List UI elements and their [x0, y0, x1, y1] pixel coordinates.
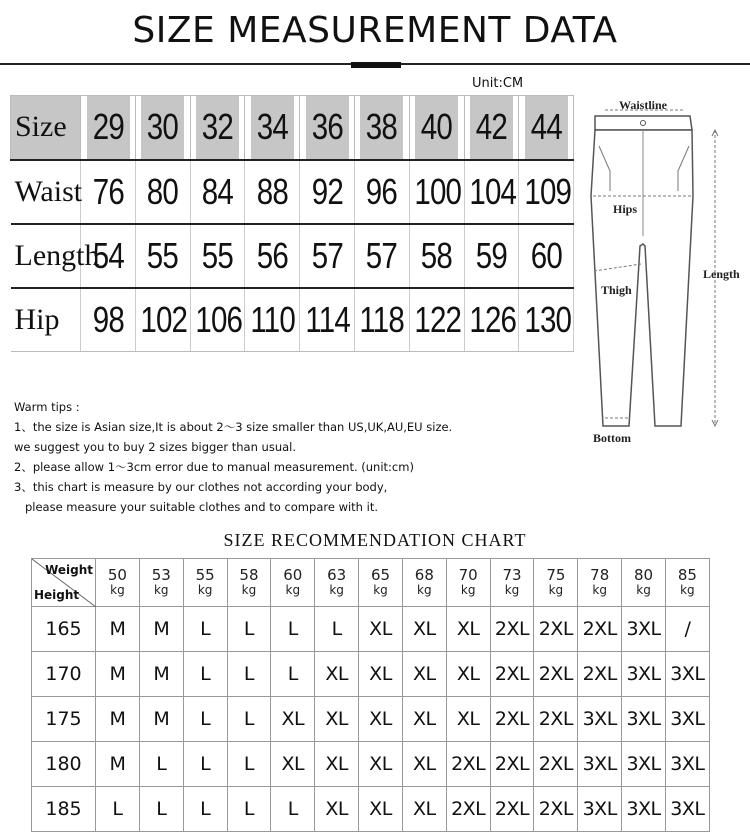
size-table-cell: 55: [140, 224, 185, 288]
size-table-cell: 106: [195, 288, 240, 352]
size-recommendation-table: [31, 558, 710, 832]
recommended-size-cell: M: [96, 607, 140, 652]
tip-line: 3、this chart is measure by our clothes not according your body,: [14, 480, 388, 494]
size-table-cell: 34: [250, 96, 295, 160]
height-value: 170: [32, 652, 96, 697]
weight-value: 60: [283, 565, 303, 584]
size-table-cell: 59: [469, 224, 514, 288]
size-table-cell: 42: [469, 96, 514, 160]
weight-unit: kg: [197, 582, 213, 597]
recommended-size-cell: L: [183, 697, 227, 742]
recommended-size-cell: XL: [271, 742, 315, 787]
size-table-cell: 60: [524, 224, 569, 288]
recommended-size-cell: 2XL: [490, 787, 534, 832]
recommended-size-cell: 2XL: [534, 697, 578, 742]
thigh-label: Thigh: [601, 283, 632, 297]
recommended-size-cell: XL: [315, 742, 359, 787]
recommended-size-cell: XL: [402, 607, 446, 652]
weight-value: 50: [107, 565, 127, 584]
weight-column-header: [139, 559, 183, 607]
recommended-size-cell: L: [271, 607, 315, 652]
recommended-size-cell: M: [96, 742, 140, 787]
weight-value: 63: [327, 565, 347, 584]
height-value: 185: [32, 787, 96, 832]
recommended-size-cell: 2XL: [490, 652, 534, 697]
size-table-cell: 96: [359, 160, 404, 224]
recommended-size-cell: 2XL: [534, 652, 578, 697]
bottom-label: Bottom: [593, 431, 631, 445]
weight-column-header: [578, 559, 622, 607]
recommended-size-cell: 2XL: [490, 697, 534, 742]
size-table-cell: 44: [524, 96, 569, 160]
length-label: Length: [703, 267, 740, 281]
recommended-size-cell: L: [139, 787, 183, 832]
weight-column-header: [490, 559, 534, 607]
weight-unit: kg: [285, 582, 301, 597]
size-table-cell: 126: [469, 288, 514, 352]
recommended-size-cell: 3XL: [665, 697, 709, 742]
size-row-label: Hip: [11, 288, 81, 352]
recommended-size-cell: L: [96, 787, 140, 832]
recommendation-row: [32, 652, 710, 697]
weight-value: 55: [195, 565, 215, 584]
size-table-row: [11, 224, 574, 288]
weight-unit: kg: [417, 582, 432, 597]
recommended-size-cell: 2XL: [534, 787, 578, 832]
recommended-size-cell: XL: [359, 652, 403, 697]
recommended-size-cell: XL: [315, 652, 359, 697]
size-row-label: Size: [11, 96, 81, 160]
size-table-row: [11, 160, 574, 224]
recommended-size-cell: 2XL: [446, 787, 490, 832]
weight-value: 75: [546, 565, 566, 584]
recommended-size-cell: L: [227, 697, 271, 742]
recommended-size-cell: XL: [271, 697, 315, 742]
recommended-size-cell: M: [139, 607, 183, 652]
recommended-size-cell: L: [271, 652, 315, 697]
recommended-size-cell: 3XL: [622, 787, 666, 832]
recommended-size-cell: 3XL: [665, 787, 709, 832]
recommended-size-cell: M: [96, 652, 140, 697]
warm-tips: [14, 397, 452, 517]
pants-diagram: [585, 96, 750, 451]
size-table-cell: 104: [469, 160, 514, 224]
size-row-label: Waist: [11, 160, 81, 224]
weight-column-header: [315, 559, 359, 607]
recommended-size-cell: M: [139, 652, 183, 697]
weight-unit: kg: [241, 582, 257, 597]
recommended-size-cell: 3XL: [578, 787, 622, 832]
recommended-size-cell: 3XL: [622, 652, 666, 697]
weight-value: 73: [502, 565, 522, 584]
size-table-cell: 58: [414, 224, 459, 288]
recommended-size-cell: L: [227, 742, 271, 787]
size-table-cell: 56: [250, 224, 295, 288]
size-table-cell: 30: [140, 96, 185, 160]
weight-value: 68: [414, 565, 434, 584]
recommended-size-cell: XL: [359, 697, 403, 742]
weight-value: 70: [458, 565, 478, 584]
size-table-cell: 84: [195, 160, 240, 224]
recommendation-title: SIZE RECOMMENDATION CHART: [223, 530, 527, 550]
size-table-cell: 36: [305, 96, 350, 160]
weight-column-header: [96, 559, 140, 607]
weight-unit: kg: [548, 582, 564, 597]
size-table-cell: 109: [524, 160, 569, 224]
recommended-size-cell: 2XL: [578, 607, 622, 652]
size-table-cell: 38: [359, 96, 404, 160]
recommendation-row: [32, 607, 710, 652]
recommended-size-cell: L: [227, 652, 271, 697]
recommended-size-cell: 3XL: [578, 697, 622, 742]
recommended-size-cell: 3XL: [665, 742, 709, 787]
size-table-cell: 32: [195, 96, 240, 160]
recommended-size-cell: L: [183, 607, 227, 652]
recommended-size-cell: XL: [315, 697, 359, 742]
size-table-cell: 98: [85, 288, 130, 352]
weight-value: 58: [239, 565, 259, 584]
recommended-size-cell: L: [227, 787, 271, 832]
recommended-size-cell: L: [183, 742, 227, 787]
recommended-size-cell: M: [139, 697, 183, 742]
weight-value: 78: [590, 565, 610, 584]
tip-line: 2、please allow 1～3cm error due to manual measurement. (unit:cm): [14, 460, 414, 474]
size-table-cell: 76: [85, 160, 130, 224]
weight-unit: kg: [636, 582, 651, 597]
size-table-cell: 102: [140, 288, 185, 352]
size-table-cell: 88: [250, 160, 295, 224]
size-table-cell: 40: [414, 96, 459, 160]
size-table-cell: 29: [85, 96, 130, 160]
size-table-cell: 54: [85, 224, 130, 288]
recommended-size-cell: XL: [359, 787, 403, 832]
size-table-cell: 114: [305, 288, 350, 352]
weight-unit: kg: [153, 582, 169, 597]
recommended-size-cell: 2XL: [446, 742, 490, 787]
recommended-size-cell: L: [183, 652, 227, 697]
page-title: SIZE MEASUREMENT DATA: [132, 10, 618, 51]
weight-unit: kg: [110, 582, 125, 597]
recommendation-row: [32, 742, 710, 787]
recommended-size-cell: L: [271, 787, 315, 832]
weight-value: 85: [677, 565, 697, 584]
size-table-cell: 55: [195, 224, 240, 288]
weight-column-header: [183, 559, 227, 607]
recommended-size-cell: XL: [315, 787, 359, 832]
recommended-size-cell: 2XL: [534, 742, 578, 787]
weight-unit: kg: [592, 582, 607, 597]
height-header-label: Height: [34, 588, 80, 602]
size-measurement-table: [10, 95, 574, 352]
weight-column-header: [402, 559, 446, 607]
recommended-size-cell: 3XL: [665, 652, 709, 697]
recommendation-row: [32, 787, 710, 832]
weight-column-header: [271, 559, 315, 607]
recommended-size-cell: XL: [359, 742, 403, 787]
recommendation-row: [32, 697, 710, 742]
tip-line: please measure your suitable clothes and to compare with it.: [14, 500, 378, 514]
unit-label: Unit:CM: [472, 76, 524, 91]
size-table-row: [11, 96, 574, 160]
weight-unit: kg: [329, 582, 344, 597]
weight-column-header: [534, 559, 578, 607]
recommended-size-cell: L: [227, 607, 271, 652]
weight-value: 53: [151, 565, 171, 584]
recommended-size-cell: 3XL: [622, 607, 666, 652]
size-table-row: [11, 288, 574, 352]
waistline-label: Waistline: [619, 98, 668, 112]
height-value: 175: [32, 697, 96, 742]
recommended-size-cell: L: [139, 742, 183, 787]
tip-line: 1、the size is Asian size,It is about 2～3 size smaller than US,UK,AU,EU size.: [14, 420, 453, 434]
height-value: 180: [32, 742, 96, 787]
hips-label: Hips: [613, 202, 638, 216]
size-table-cell: 80: [140, 160, 185, 224]
size-row-label: Length: [11, 224, 81, 288]
height-value: 165: [32, 607, 96, 652]
weight-header-row: [32, 559, 710, 607]
tip-line: we suggest you to buy 2 sizes bigger than usual.: [14, 440, 297, 454]
recommended-size-cell: XL: [402, 652, 446, 697]
recommended-size-cell: 3XL: [622, 742, 666, 787]
size-table-cell: 110: [250, 288, 295, 352]
recommended-size-cell: XL: [402, 697, 446, 742]
recommended-size-cell: L: [183, 787, 227, 832]
weight-value: 80: [634, 565, 654, 584]
title-accent-bar: [351, 62, 401, 68]
size-table-cell: 130: [524, 288, 569, 352]
recommended-size-cell: /: [665, 607, 709, 652]
weight-column-header: [622, 559, 666, 607]
recommended-size-cell: 3XL: [622, 697, 666, 742]
weight-header-label: Weight: [45, 563, 93, 577]
size-table-cell: 57: [359, 224, 404, 288]
tips-heading: Warm tips :: [14, 400, 80, 414]
weight-unit: kg: [460, 582, 476, 597]
size-table-cell: 57: [305, 224, 350, 288]
recommended-size-cell: L: [315, 607, 359, 652]
weight-column-header: [446, 559, 490, 607]
size-table-cell: 100: [414, 160, 459, 224]
weight-unit: kg: [373, 582, 388, 597]
weight-unit: kg: [504, 582, 520, 597]
recommended-size-cell: XL: [402, 742, 446, 787]
recommended-size-cell: XL: [446, 697, 490, 742]
size-table-cell: 118: [359, 288, 404, 352]
recommended-size-cell: 2XL: [578, 652, 622, 697]
recommended-size-cell: XL: [446, 652, 490, 697]
weight-column-header: [665, 559, 709, 607]
recommended-size-cell: XL: [359, 607, 403, 652]
size-table-cell: 92: [305, 160, 350, 224]
recommended-size-cell: 2XL: [490, 607, 534, 652]
weight-height-corner: [32, 559, 96, 607]
weight-column-header: [227, 559, 271, 607]
weight-column-header: [359, 559, 403, 607]
recommended-size-cell: 2XL: [534, 607, 578, 652]
weight-value: 65: [370, 565, 391, 584]
recommended-size-cell: XL: [402, 787, 446, 832]
size-table-cell: 122: [414, 288, 459, 352]
recommended-size-cell: XL: [446, 607, 490, 652]
recommended-size-cell: 3XL: [578, 742, 622, 787]
recommended-size-cell: 2XL: [490, 742, 534, 787]
recommended-size-cell: M: [96, 697, 140, 742]
weight-unit: kg: [680, 582, 695, 597]
